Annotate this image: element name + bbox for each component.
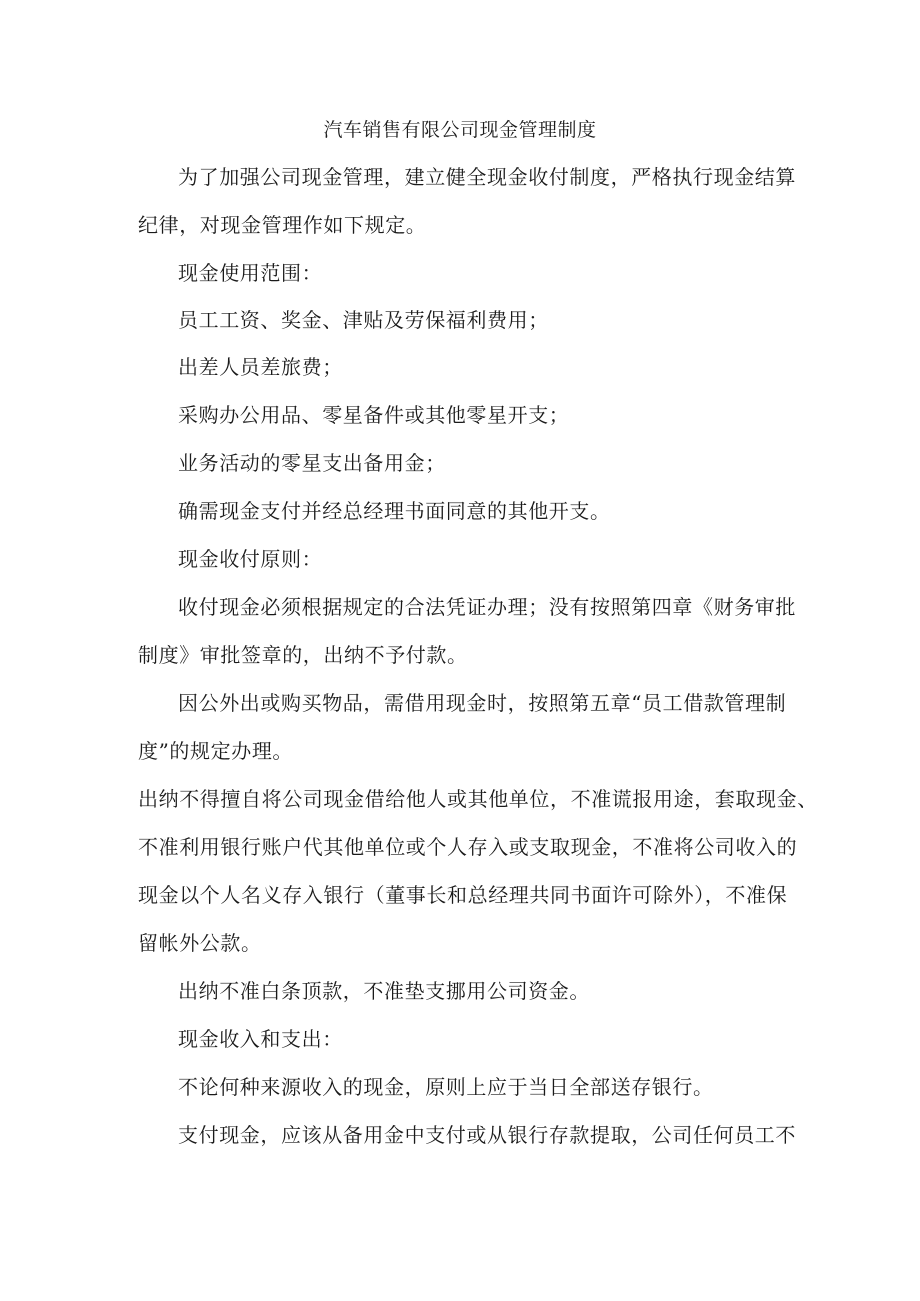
list-item: 业务活动的零星支出备用金； xyxy=(178,451,446,475)
paragraph-line: 因公外出或购买物品，需借用现金时，按照第五章“员工借款管理制 xyxy=(178,691,787,715)
section-heading: 现金收付原则： xyxy=(178,547,323,571)
section-heading: 现金收入和支出： xyxy=(178,1027,343,1051)
list-item: 确需现金支付并经总经理书面同意的其他开支。 xyxy=(178,499,611,523)
paragraph-line: 留帐外公款。 xyxy=(138,931,262,955)
paragraph-line: 现金以个人名义存入银行（董事长和总经理共同书面许可除外），不准保 xyxy=(138,883,788,907)
document-title: 汽车销售有限公司现金管理制度 xyxy=(323,119,597,141)
paragraph-line: 不准利用银行账户代其他单位或个人存入或支取现金，不准将公司收入的 xyxy=(138,835,798,859)
list-item: 采购办公用品、零星备件或其他零星开支； xyxy=(178,403,570,427)
paragraph-line: 出纳不准白条顶款，不准垫支挪用公司资金。 xyxy=(178,979,590,1003)
list-item: 员工工资、奖金、津贴及劳保福利费用； xyxy=(178,308,549,332)
paragraph-line: 度”的规定办理。 xyxy=(138,739,294,763)
paragraph-line: 支付现金，应该从备用金中支付或从银行存款提取，公司任何员工不 xyxy=(178,1123,796,1147)
paragraph-line: 不论何种来源收入的现金，原则上应于当日全部送存银行。 xyxy=(178,1075,714,1099)
list-item: 出差人员差旅费； xyxy=(178,355,343,379)
paragraph-line: 为了加强公司现金管理，建立健全现金收付制度，严格执行现金结算 xyxy=(178,165,796,189)
paragraph-line: 制度》审批签章的，出纳不予付款。 xyxy=(138,643,468,667)
section-heading: 现金使用范围： xyxy=(178,261,323,285)
paragraph-line: 纪律，对现金管理作如下规定。 xyxy=(138,213,427,237)
paragraph-line: 出纳不得擅自将公司现金借给他人或其他单位，不准谎报用途，套取现金、 xyxy=(138,787,818,811)
paragraph-line: 收付现金必须根据规定的合法凭证办理；没有按照第四章《财务审批 xyxy=(178,595,796,619)
